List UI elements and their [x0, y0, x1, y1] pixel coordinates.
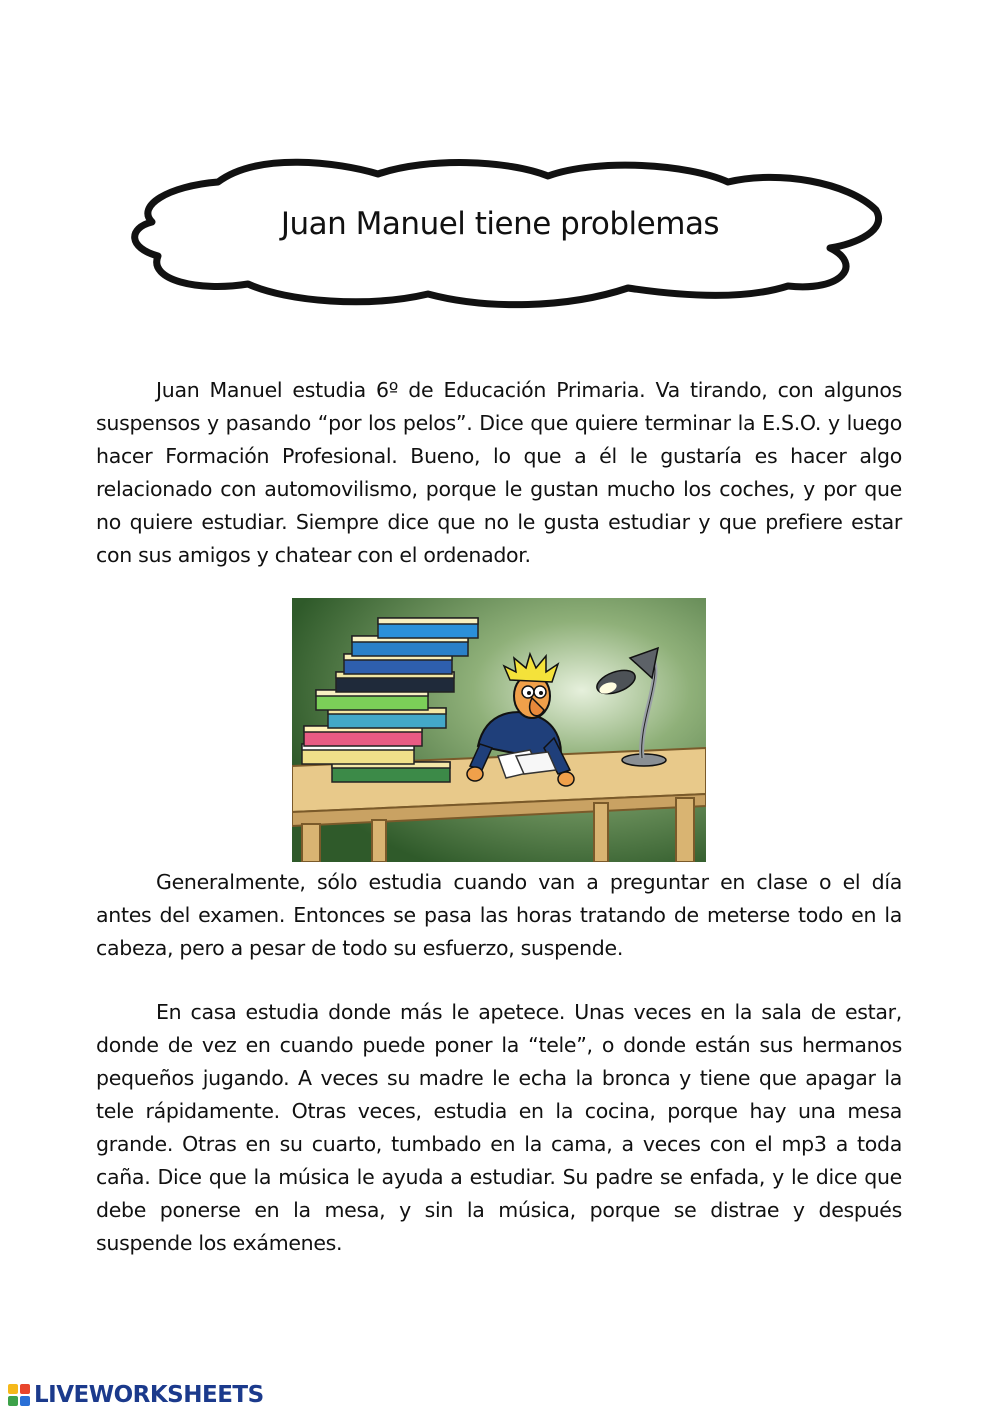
paragraph-study-habits: Generalmente, sólo estudia cuando van a preguntar en clase o el día antes del examen. Entonces se pasa las horas tratando de meterse todo en la cabeza, pero a pesar de todo su esfuerzo, suspende. [96, 870, 902, 960]
liveworksheets-brand[interactable] [8, 1380, 264, 1410]
paragraph-home-study: En casa estudia donde más le apetece. Unas veces en la sala de estar, donde de vez en cuando puede poner la “tele”, o donde están sus hermanos pequeños jugando. A veces su madre le echa la bronca y tiene que apagar la tele rápidamente. Otras veces, estudia en la cocina, porque hay una mesa grande. Otras en su cuarto, tumbado en la cama, a veces con el mp3 a toda caña. Dice que la música le ayuda a estudiar. Su padre se enfada, y le dice que debe ponerse en la mesa, y sin la música, porque se distrae y después suspende los exámenes. [96, 1000, 902, 1255]
page-title: Juan Manuel tiene problemas [280, 206, 720, 242]
paragraph-intro: Juan Manuel estudia 6º de Educación Primaria. Va tirando, con algunos suspensos y pasando “por los pelos”. Dice que quiere terminar la E.S.O. y luego hacer Formación Profesional. Bueno, lo que a él le gustaría es hacer algo relacionado con automovilismo, porque le gustan mucho los coches, y por que no quiere estudiar. Siempre dice que no le gusta estudiar y que prefiere estar con sus amigos y chatear con el ordenador. [96, 378, 902, 567]
brand-name: LIVEWORKSHEETS [34, 1382, 264, 1408]
liveworksheets-logo-icon [8, 1384, 30, 1406]
boy-studying-illustration [292, 598, 706, 862]
